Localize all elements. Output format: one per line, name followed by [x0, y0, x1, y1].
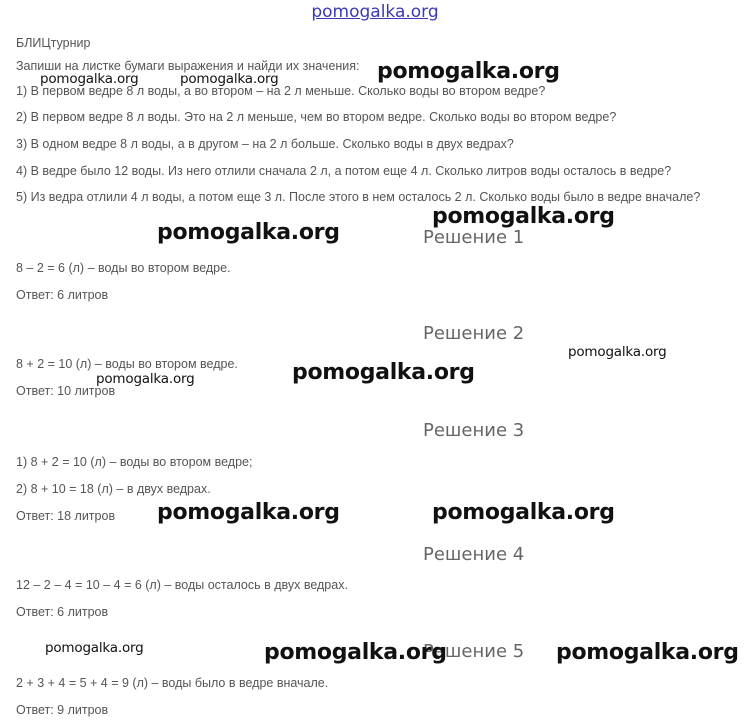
watermark: pomogalka.org [157, 500, 340, 525]
solution-heading: Решение 5 [423, 641, 525, 662]
site-header-link[interactable]: pomogalka.org [311, 2, 439, 22]
watermark: pomogalka.org [40, 71, 139, 87]
solution-heading: Решение 1 [423, 227, 525, 248]
instruction-text: Запиши на листке бумаги выражения и найди их значения: [16, 59, 360, 73]
solution-answer: Ответ: 6 литров [16, 288, 109, 302]
solution-heading: Решение 3 [423, 420, 525, 441]
solution-line: 2) 8 + 10 = 18 (л) – в двух ведрах. [16, 482, 211, 496]
section-title: БЛИЦтурнир [16, 36, 91, 50]
watermark: pomogalka.org [556, 640, 739, 665]
solution-answer: Ответ: 6 литров [16, 605, 109, 619]
watermark: pomogalka.org [568, 344, 667, 360]
task-item: 1) В первом ведре 8 л воды, а во втором – на 2 л меньше. Сколько воды во втором ведре? [16, 84, 546, 98]
watermark: pomogalka.org [377, 59, 560, 84]
solution-answer: Ответ: 10 литров [16, 384, 116, 398]
solution-heading: Решение 2 [423, 323, 525, 344]
task-item: 3) В одном ведре 8 л воды, а в другом – на 2 л больше. Сколько воды в двух ведрах? [16, 137, 514, 151]
solution-line: 12 – 2 – 4 = 10 – 4 = 6 (л) – воды осталось в двух ведрах. [16, 578, 348, 592]
solution-line: 2 + 3 + 4 = 5 + 4 = 9 (л) – воды было в ведре вначале. [16, 676, 329, 690]
watermark: pomogalka.org [157, 220, 340, 245]
task-item: 2) В первом ведре 8 л воды. Это на 2 л меньше, чем во втором ведре. Сколько воды во втором ведре? [16, 110, 617, 124]
solution-line: 8 + 2 = 10 (л) – воды во втором ведре. [16, 357, 238, 371]
solution-answer: Ответ: 9 литров [16, 703, 109, 717]
watermark: pomogalka.org [264, 640, 447, 665]
watermark: pomogalka.org [96, 371, 195, 387]
solution-line: 1) 8 + 2 = 10 (л) – воды во втором ведре; [16, 455, 253, 469]
solution-line: 8 – 2 = 6 (л) – воды во втором ведре. [16, 261, 231, 275]
watermark: pomogalka.org [180, 71, 279, 87]
solution-heading: Решение 4 [423, 544, 525, 565]
solution-answer: Ответ: 18 литров [16, 509, 116, 523]
task-item: 4) В ведре было 12 воды. Из него отлили сначала 2 л, а потом еще 4 л. Сколько литров воды осталось в ведре? [16, 164, 672, 178]
watermark: pomogalka.org [292, 360, 475, 385]
task-item: 5) Из ведра отлили 4 л воды, а потом еще 3 л. После этого в нем осталось 2 л. Сколько воды было в ведре вначале? [16, 190, 701, 204]
watermark: pomogalka.org [432, 500, 615, 525]
watermark: pomogalka.org [45, 640, 144, 656]
watermark: pomogalka.org [432, 204, 615, 229]
